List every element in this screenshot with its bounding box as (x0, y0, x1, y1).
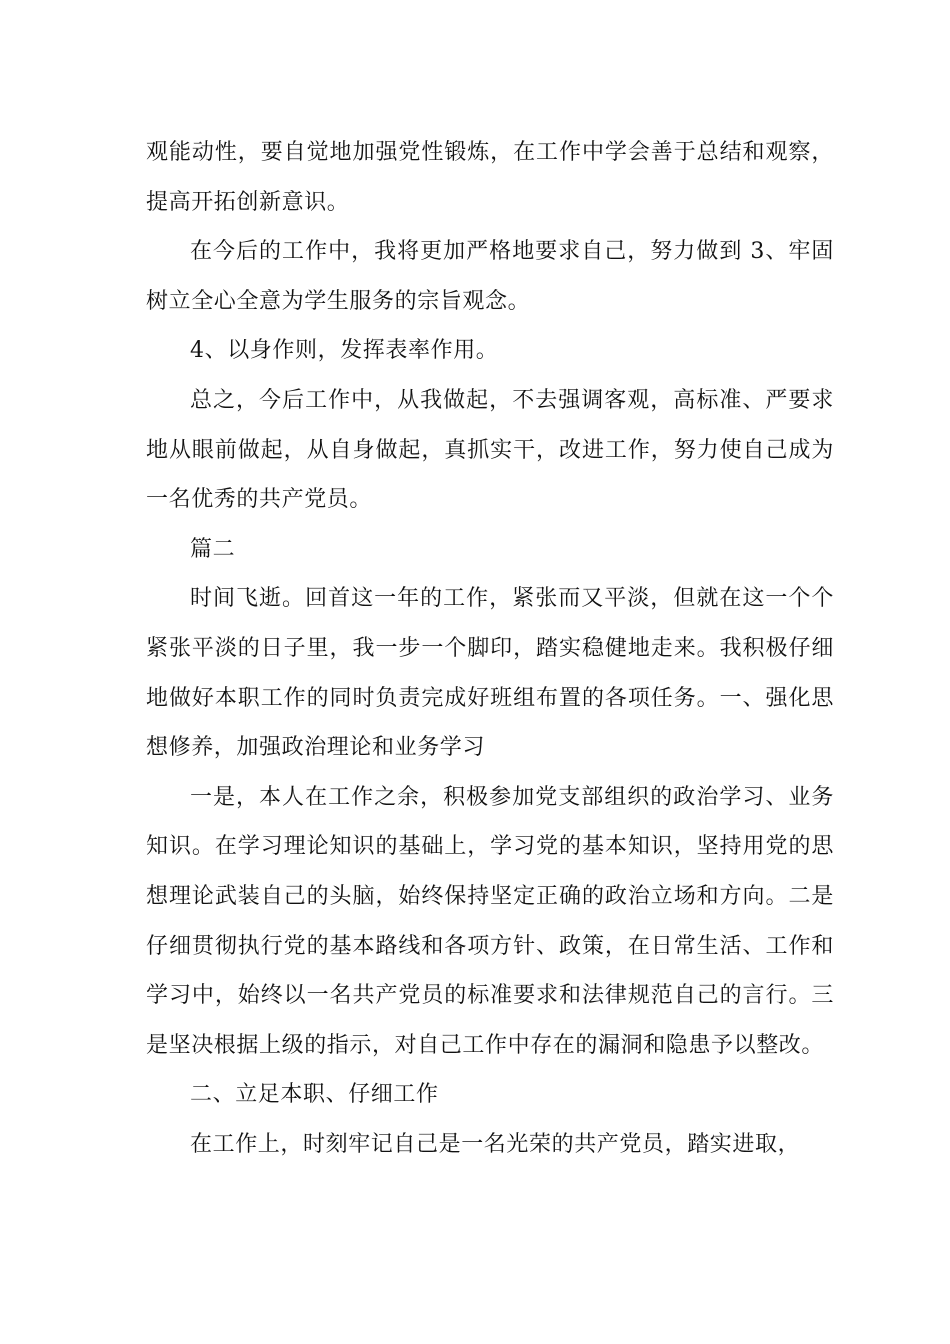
paragraph-future-work: 在今后的工作中，我将更加严格地要求自己，努力做到 3、牢固树立全心全意为学生服务的宗旨观念。 (146, 239, 834, 314)
section-heading-diligent-work: 二、立足本职、仔细工作 (190, 1082, 439, 1108)
paragraph-lead-by-example: 4、以身作则，发挥表率作用。 (190, 338, 499, 364)
paragraph-political-study: 一是，本人在工作之余，积极参加党支部组织的政治学习、业务知识。在学习理论知识的基础上，学习党的基本知识，坚持用党的思想理论武装自己的头脑，始终保持坚定正确的政治立场和方向。二是仔细贯彻执行党的基本路线和各项方针、政策，在日常生活、工作和学习中，始终以一名共产党员的标准要求和法律规范自己的言行。三是坚决根据上级的指示，对自己工作中存在的漏洞和隐患予以整改。 (146, 784, 834, 1058)
paragraph-year-review: 时间飞逝。回首这一年的工作，紧张而又平淡，但就在这一个个紧张平淡的日子里，我一步一个脚印，踏实稳健地走来。我积极仔细地做好本职工作的同时负责完成好班组布置的各项任务。一、强化思想修养，加强政治理论和业务学习 (146, 586, 834, 761)
document-body (146, 128, 834, 1169)
paragraph-conclusion: 总之，今后工作中，从我做起，不去强调客观，高标准、严要求地从眼前做起，从自身做起，真抓实干，改进工作，努力使自己成为一名优秀的共产党员。 (146, 387, 834, 513)
section-heading-part-two: 篇二 (190, 536, 236, 562)
paragraph-continuation: 观能动性，要自觉地加强党性锻炼，在工作中学会善于总结和观察，提高开拓创新意识。 (146, 140, 834, 215)
paragraph-work-attitude: 在工作上，时刻牢记自己是一名光荣的共产党员，踏实进取， (190, 1131, 801, 1157)
